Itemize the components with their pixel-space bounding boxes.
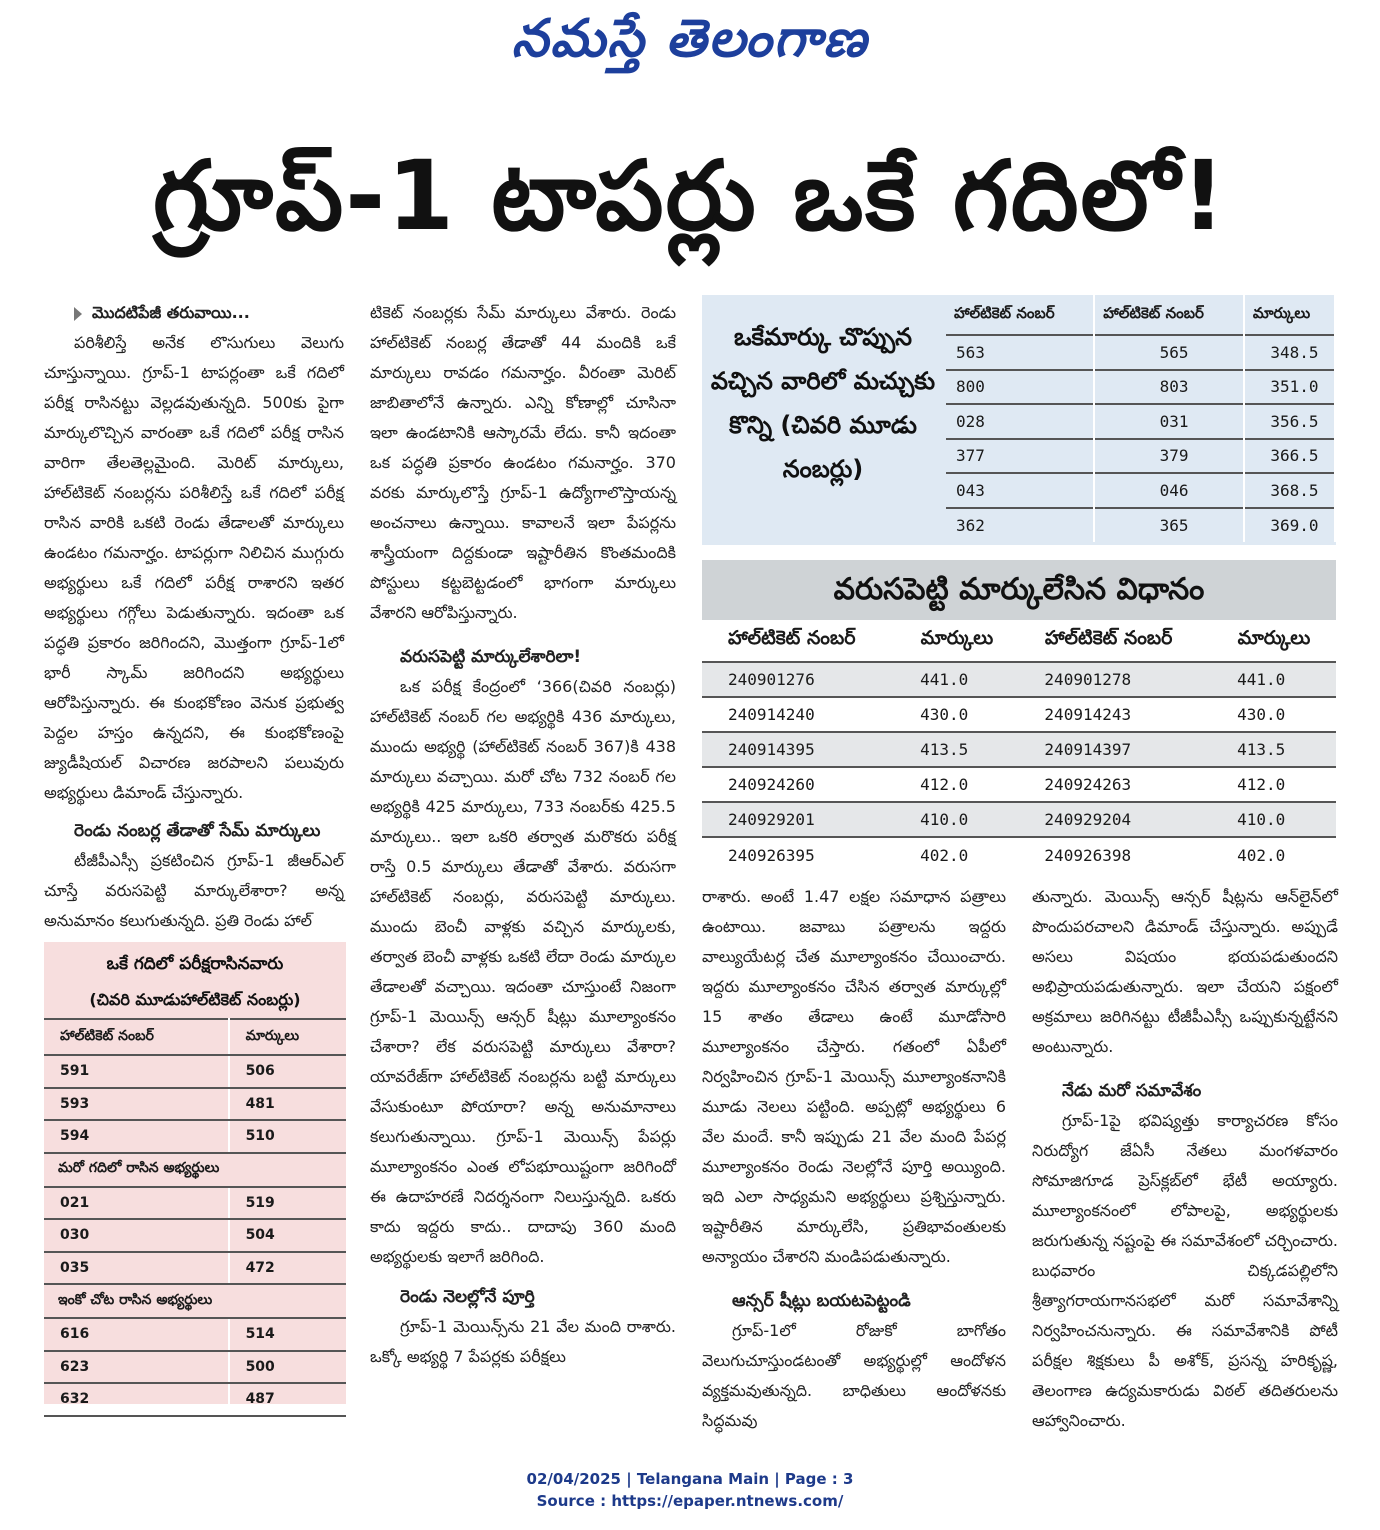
table-cell: 803 (1094, 370, 1244, 405)
column-header: హాల్‌టికెట్ నంబర్ (1018, 620, 1211, 662)
table-row (946, 335, 1335, 370)
subheading: నేడు మరో సమావేశం (1062, 1081, 1202, 1101)
paragraph: గ్రూప్-1 మెయిన్స్‌ను 21 వేల మంది రాశారు. ఒక్కో అభ్యర్థి 7 పేపర్లకు పరీక్షలు (370, 1317, 676, 1366)
column-header: మార్కులు (1211, 620, 1335, 662)
table-row (946, 439, 1335, 474)
table-cell: 519 (229, 1187, 346, 1220)
paragraph: తున్నారు. మెయిన్స్ ఆన్సర్ షీట్లను ఆన్‌లైన్‌లో పొందుపరచాలని డిమాండ్ చేస్తున్నారు. అప్పుడే అసలు విషయం భయపడుతుందని అభిప్రాయపడుతున్నారు. ఇలా చేయని పక్షంలో అక్రమాలు జరిగినట్టు టీజీపీఎస్సీ ఒప్పుకున్నట్టేనని అంటున్నారు. (1032, 887, 1338, 1056)
table-cell: 510 (229, 1120, 346, 1153)
same-room-table (44, 1018, 346, 1417)
table-cell: 800 (946, 370, 1094, 405)
table-cell: 240914243 (1018, 697, 1211, 732)
paragraph: ఒక పరీక్ష కేంద్రంలో ‘366(చివరి నంబర్లు) హాల్‌టికెట్ నంబర్ గల అభ్యర్థికి 436 మార్కులు, ముందు అభ్యర్థి (హాల్‌టికెట్ నంబర్ 367)కి 438 మార్కులు వచ్చాయి. మరో చోట 732 నంబర్ గల అభ్యర్థికి 425 మార్కులు, 733 నంబర్‌కు 425.5 మార్కులు.. ఇలా ఒకరి తర్వాత మరొకరు పరీక్ష రాస్తే 0.5 మార్కులు తేడాతో వేశారు. వరుసగా హాల్‌టికెట్ నంబర్లు, వరుసపెట్టి మార్కులు. ముందు బెంచీ వాళ్లకు వచ్చిన మార్కులకు, తర్వాత బెంచీ వాళ్లకు ఒకటి లేదా రెండు మార్కుల తేడాలతో వచ్చాయి. ఇదంతా చూస్తుంటే నిజంగా గ్రూప్-1 మెయిన్స్ ఆన్సర్ షీట్లు మూల్యాంకనం చేశారా? లేక వరుసపెట్టి మార్కులు వేశారా? యావరేజ్‌గా హాల్‌టికెట్ నంబర్లను బట్టి మార్కులు వేసుకుంటూ పోయారా? అన్న అనుమానాలు కలుగుతున్నాయి. గ్రూప్-1 మెయిన్స్ పేపర్లు మూల్యాంకనం ఎంత లోపభూయిష్టంగా జరిగిందో ఈ ఉదాహరణే నిదర్శనంగా నిలుస్తున్నది. ఒకరు కాదు ఇద్దరు కాదు.. దాదాపు 360 మంది అభ్యర్థులకు ఇలాగే జరిగింది. (370, 677, 676, 1266)
table-cell: 031 (1094, 404, 1244, 439)
headline: గ్రూప్-1 టాపర్లు ఒకే గదిలో! (152, 140, 1228, 252)
footer-source-line: Source : https://epaper.ntnews.com/ (536, 1492, 844, 1510)
article-column-1 (44, 298, 344, 936)
column-header: హాల్‌టికెట్ నంబర్ (702, 620, 894, 662)
table-cell: 410.0 (1211, 802, 1335, 837)
table-cell: 240924260 (702, 767, 894, 802)
table-cell: 413.5 (1211, 732, 1335, 767)
paragraph: రాశారు. అంటే 1.47 లక్షల సమాధాన పత్రాలు ఉంటాయి. జవాబు పత్రాలను ఇద్దరు వాల్యుయేటర్ల చేత మూల్యాంకనం చేయించారు. ఇద్దరు మూల్యాంకనం చేసిన తర్వాత మార్కుల్లో 15 శాతం తేడాలు ఉంటే మూడోసారి మూల్యాంకనం చేస్తారు. గతంలో ఏపీలో నిర్వహించిన గ్రూప్-1 మెయిన్స్ మూల్యాంకనానికి మూడు నెలలు పట్టింది. అప్పట్లో అభ్యర్థులు 6 వేల మందే. కానీ ఇప్పుడు 21 వేల మంది పేపర్ల మూల్యాంకనం రెండు నెలల్లోనే పూర్తి అయ్యింది. ఇది ఎలా సాధ్యమని అభ్యర్థులు ప్రశ్నిస్తున్నారు. ఇష్టారీతిన మార్కులేసి, ప్రతిభావంతులకు అన్యాయం చేశారని మండిపడుతున్నారు. (702, 887, 1006, 1266)
masthead-logo: నమస్తే తెలంగాణ (511, 8, 869, 69)
table-row (44, 1318, 346, 1351)
table-cell: 632 (44, 1383, 229, 1416)
table-cell: 430.0 (894, 697, 1018, 732)
subheading: రెండు నెలల్లోనే పూర్తి (400, 1287, 535, 1307)
table-cell: 563 (946, 335, 1094, 370)
table-row (44, 1351, 346, 1384)
column-header: మార్కులు (894, 620, 1018, 662)
table-cell: 030 (44, 1219, 229, 1252)
table-cell: 593 (44, 1088, 229, 1121)
table-row (44, 1383, 346, 1416)
table-cell: 472 (229, 1252, 346, 1285)
table-cell: 616 (44, 1318, 229, 1351)
table-cell: 402.0 (894, 837, 1018, 872)
table-row (946, 508, 1335, 543)
table-row (44, 1088, 346, 1121)
table-row (702, 732, 1336, 767)
table-cell: 240901278 (1018, 662, 1211, 697)
table-cell: 412.0 (894, 767, 1018, 802)
table-row (946, 473, 1335, 508)
paragraph: గ్రూప్-1పై భవిష్యత్తు కార్యాచరణ కోసం నిరుద్యోగ జేఏసీ నేతలు మంగళవారం సోమాజిగూడ ప్రెస్‌క్లబ్‌లో భేటీ అయ్యారు. మూల్యాంకనంలో లోపాలపై, అభ్యర్థులకు జరుగుతున్న నష్టంపై ఈ సమావేశంలో చర్చించారు. బుధవారం చిక్కడపల్లిలోని శ్రీత్యాగరాయగానసభలో మరో సమావేశాన్ని నిర్వహించనున్నారు. ఈ సమావేశానికి పోటీ పరీక్షల శిక్షకులు పీ అశోక్, ప్రసన్న హరికృష్ణ, తెలంగాణ ఉద్యమకారుడు విఠల్ తదితరులను ఆహ్వానించారు. (1032, 1111, 1338, 1430)
subheading: వరుసపెట్టి మార్కులేశారిలా! (400, 647, 582, 667)
table-cell: 046 (1094, 473, 1244, 508)
table-cell: 043 (946, 473, 1094, 508)
table-row (44, 1187, 346, 1220)
table-cell: 240929204 (1018, 802, 1211, 837)
table-cell: 240914240 (702, 697, 894, 732)
sequential-marks-table (702, 620, 1336, 872)
table-cell: 021 (44, 1187, 229, 1220)
paragraph: గ్రూప్-1లో రోజుకో బాగోతం వెలుగుచూస్తుండటంతో అభ్యర్థుల్లో ఆందోళన వ్యక్తమవుతున్నది. బాధితులు ఆందోళనకు సిద్ధమవు (702, 1321, 1006, 1430)
table-cell: 240914397 (1018, 732, 1211, 767)
same-marks-label: ఒకేమార్కు చొప్పున వచ్చిన వారిలో మచ్చుకు కొన్ని (చివరి మూడు నంబర్లు) (710, 323, 936, 483)
table-cell: 369.0 (1244, 508, 1335, 543)
table-cell: 240929201 (702, 802, 894, 837)
table-cell: 412.0 (1211, 767, 1335, 802)
section-label: మరో గదిలో రాసిన అభ్యర్థులు (44, 1153, 346, 1187)
table-cell: 348.5 (1244, 335, 1335, 370)
continued-label: మొదటిపేజీ తరువాయి... (92, 303, 250, 322)
same-marks-box (702, 295, 1336, 545)
table-row (44, 1120, 346, 1153)
table-cell: 240926395 (702, 837, 894, 872)
table-cell: 441.0 (1211, 662, 1335, 697)
table-cell: 430.0 (1211, 697, 1335, 732)
table-cell: 413.5 (894, 732, 1018, 767)
same-marks-table (946, 295, 1336, 542)
table-cell: 351.0 (1244, 370, 1335, 405)
table-cell: 240924263 (1018, 767, 1211, 802)
subheading: ఆన్సర్ షీట్లు బయటపెట్టండి (732, 1291, 911, 1311)
table-cell: 240901276 (702, 662, 894, 697)
footer-date-line: 02/04/2025 | Telangana Main | Page : 3 (526, 1470, 854, 1488)
table-cell: 035 (44, 1252, 229, 1285)
sequential-marks-title: వరుసపెట్టి మార్కులేసిన విధానం (702, 560, 1336, 620)
table-row (702, 802, 1336, 837)
table-cell: 362 (946, 508, 1094, 543)
table-row (702, 662, 1336, 697)
table-cell: 368.5 (1244, 473, 1335, 508)
table-cell: 623 (44, 1351, 229, 1384)
column-header: హాల్‌టికెట్ నంబర్ (946, 295, 1094, 335)
table-cell: 410.0 (894, 802, 1018, 837)
table-cell: 487 (229, 1383, 346, 1416)
table-cell: 506 (229, 1055, 346, 1088)
article-column-4 (1032, 882, 1338, 1436)
table-cell: 028 (946, 404, 1094, 439)
column-header: హాల్‌టికెట్ నంబర్ (44, 1019, 229, 1055)
table-cell: 441.0 (894, 662, 1018, 697)
table-cell: 514 (229, 1318, 346, 1351)
table-cell: 240926398 (1018, 837, 1211, 872)
table-row (44, 1055, 346, 1088)
table-cell: 591 (44, 1055, 229, 1088)
continued-marker (44, 298, 344, 328)
table-cell: 565 (1094, 335, 1244, 370)
sequential-marks-box (702, 560, 1336, 872)
paragraph: టీజీపీఎస్సీ ప్రకటించిన గ్రూప్-1 జీఆర్‌ఎల్ చూస్తే వరుసపెట్టి మార్కులేశారా? అన్న అనుమానం కలుగుతున్నది. ప్రతి రెండు హాల్ (44, 851, 344, 930)
table-row (702, 697, 1336, 732)
table-cell: 594 (44, 1120, 229, 1153)
table-row (946, 404, 1335, 439)
table-row (702, 767, 1336, 802)
paragraph: టికెట్ నంబర్లకు సేమ్ మార్కులు వేశారు. రెండు హాల్‌టికెట్ నంబర్ల తేడాతో 44 మందికి ఒకే మార్కులు రావడం గమనార్హం. వీరంతా మెరిట్ జాబితాలోనే ఉన్నారు. ఎన్ని కోణాల్లో చూసినా ఇలా ఉండటానికి ఆస్కారమే లేదు. కానీ ఇదంతా ఒక పద్ధతి ప్రకారం ఉండటం గమనార్హం. 370 వరకు మార్కులొస్తే గ్రూప్-1 ఉద్యోగాలొస్తాయన్న అంచనాలు ఉన్నాయి. కావాలనే ఇలా పేపర్లను శాస్త్రీయంగా దిద్దకుండా ఇష్టారీతిన కొంతమందికి పోస్టులు కట్టబెట్టడంలో భాగంగా మార్కులు వేశారని ఆరోపిస్తున్నారు. (370, 303, 676, 622)
same-room-box (44, 942, 346, 1408)
section-row (44, 1284, 346, 1318)
table-cell: 356.5 (1244, 404, 1335, 439)
section-row (44, 1153, 346, 1187)
table-cell: 379 (1094, 439, 1244, 474)
chevron-right-icon (74, 307, 82, 321)
table-cell: 365 (1094, 508, 1244, 543)
table-row (44, 1252, 346, 1285)
table-row (946, 370, 1335, 405)
section-label: ఇంకో చోట రాసిన అభ్యర్థులు (44, 1284, 346, 1318)
table-cell: 402.0 (1211, 837, 1335, 872)
table-cell: 481 (229, 1088, 346, 1121)
table-cell: 377 (946, 439, 1094, 474)
table-cell: 240914395 (702, 732, 894, 767)
column-header: మార్కులు (229, 1019, 346, 1055)
article-column-2 (370, 298, 676, 1372)
footer (0, 1468, 1380, 1512)
column-header: మార్కులు (1244, 295, 1335, 335)
table-row (702, 837, 1336, 872)
table-row (44, 1219, 346, 1252)
same-room-subtitle: (చివరి మూడుహాల్‌టికెట్ నంబర్లు) (89, 990, 301, 1009)
table-cell: 366.5 (1244, 439, 1335, 474)
subheading: రెండు నంబర్ల తేడాతో సేమ్ మార్కులు (74, 821, 321, 841)
paragraph: పరిశీలిస్తే అనేక లొసుగులు వెలుగు చూస్తున్నాయి. గ్రూప్-1 టాపర్లంతా ఒకే గదిలో పరీక్ష రాసినట్టు వెల్లడవుతున్నది. 500కు పైగా మార్కులొచ్చిన వారంతా ఒకే గదిలో పరీక్ష రాసిన వారిగా తేలతెల్లమైంది. మెరిట్ మార్కులు, హాల్‌టికెట్ నంబర్లను పరిశీలిస్తే ఒకే గదిలో పరీక్ష రాసిన వారికి ఒకటి రెండు తేడాలతో మార్కులు ఉండటం గమనార్హం. టాపర్లుగా నిలిచిన ముగ్గురు అభ్యర్థులు ఒకే గదిలో పరీక్ష రాశారని ఇతర అభ్యర్థులు గగ్గోలు పెడుతున్నారు. ఇదంతా ఒక పద్ధతి ప్రకారం జరిగిందని, మొత్తంగా గ్రూప్-1లో భారీ స్కామ్ జరిగిందని అభ్యర్థులు ఆరోపిస్తున్నారు. ఈ కుంభకోణం వెనుక ప్రభుత్వ పెద్దల హస్తం ఉన్నదని, ఈ కుంభకోణంపై జ్యుడీషియల్ విచారణ జరపాలని పలువురు అభ్యర్థులు డిమాండ్ చేస్తున్నారు. (44, 333, 344, 802)
table-cell: 504 (229, 1219, 346, 1252)
article-column-3 (702, 882, 1006, 1436)
column-header: హాల్‌టికెట్ నంబర్ (1094, 295, 1244, 335)
same-room-title: ఒకే గదిలో పరీక్షరాసినవారు (106, 954, 284, 974)
table-cell: 500 (229, 1351, 346, 1384)
